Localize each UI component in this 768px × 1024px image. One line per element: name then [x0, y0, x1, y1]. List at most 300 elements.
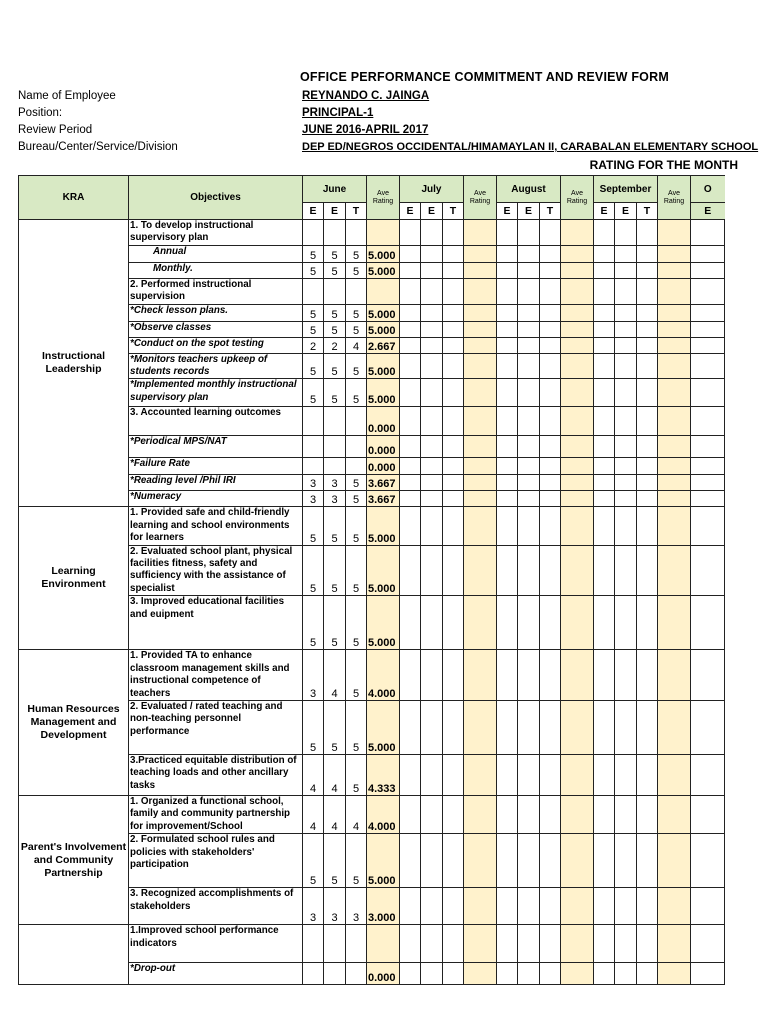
june-ave-rating-cell: 3.667	[367, 491, 400, 507]
ave-rating-cell	[561, 337, 594, 353]
rating-cell	[443, 353, 464, 379]
ave-rating-cell	[464, 491, 497, 507]
rating-cell	[594, 220, 615, 246]
rating-cell	[518, 545, 540, 596]
rating-cell	[443, 545, 464, 596]
june-ave-rating-cell: 5.000	[367, 700, 400, 754]
rating-cell	[691, 795, 725, 833]
ave-rating-cell	[658, 545, 691, 596]
objective-cell: *Drop-out	[129, 963, 303, 985]
rating-cell	[594, 321, 615, 337]
rating-cell	[594, 925, 615, 963]
sub-header-e: E	[691, 203, 725, 220]
sub-header-t: T	[540, 203, 561, 220]
rating-cell	[637, 650, 658, 701]
june-e-cell	[303, 925, 324, 963]
rating-cell	[497, 475, 518, 491]
rating-cell	[518, 353, 540, 379]
rating-cell	[637, 458, 658, 475]
june-t-cell	[346, 436, 367, 458]
rating-cell	[443, 650, 464, 701]
rating-cell	[421, 337, 443, 353]
rating-cell	[421, 220, 443, 246]
rating-cell	[637, 220, 658, 246]
ave-rating-cell	[464, 353, 497, 379]
rating-cell	[400, 436, 421, 458]
ave-rating-cell	[464, 754, 497, 795]
rating-cell	[497, 596, 518, 650]
rating-cell	[497, 304, 518, 321]
ave-rating-cell	[658, 458, 691, 475]
june-t-cell: 5	[346, 491, 367, 507]
kra-cell: Parent's Involvement and Community Partnership	[19, 795, 129, 924]
rating-cell	[594, 834, 615, 888]
objective-cell: *Reading level /Phil IRI	[129, 475, 303, 491]
month-august-header: August	[497, 176, 561, 203]
sub-header-e: E	[615, 203, 637, 220]
ave-rating-cell	[658, 700, 691, 754]
rating-cell	[518, 888, 540, 925]
ave-rating-cell	[658, 407, 691, 436]
june-e-cell: 5	[324, 596, 346, 650]
rating-cell	[400, 353, 421, 379]
rating-cell	[443, 337, 464, 353]
ave-rating-cell	[464, 834, 497, 888]
rating-cell	[421, 278, 443, 304]
rating-cell	[400, 596, 421, 650]
rating-cell	[637, 596, 658, 650]
june-ave-rating-cell: 5.000	[367, 834, 400, 888]
rating-cell	[443, 888, 464, 925]
sub-header-e: E	[400, 203, 421, 220]
objective-cell: 1. To develop instructional supervisory plan	[129, 220, 303, 246]
ave-rating-cell	[658, 795, 691, 833]
june-e-cell	[324, 278, 346, 304]
rating-cell	[691, 458, 725, 475]
ave-rating-cell	[561, 888, 594, 925]
rating-cell	[497, 337, 518, 353]
rating-cell	[400, 507, 421, 545]
june-e-cell: 2	[324, 337, 346, 353]
ave-rating-cell	[464, 475, 497, 491]
rating-cell	[540, 304, 561, 321]
rating-cell	[421, 963, 443, 985]
june-e-cell: 3	[324, 491, 346, 507]
rating-cell	[691, 888, 725, 925]
ave-rating-cell	[464, 596, 497, 650]
rating-cell	[637, 545, 658, 596]
june-t-cell: 4	[346, 337, 367, 353]
ave-rating-cell	[464, 245, 497, 262]
review-period-label: Review Period	[18, 124, 93, 136]
rating-cell	[443, 963, 464, 985]
ave-rating-cell	[561, 925, 594, 963]
june-e-cell: 5	[303, 596, 324, 650]
rating-cell	[691, 436, 725, 458]
june-ave-rating-cell	[367, 278, 400, 304]
ave-rating-cell	[561, 963, 594, 985]
rating-cell	[540, 754, 561, 795]
june-t-cell: 3	[346, 888, 367, 925]
june-e-cell: 4	[324, 754, 346, 795]
ave-rating-cell	[561, 262, 594, 278]
rating-cell	[691, 304, 725, 321]
rating-cell	[421, 507, 443, 545]
june-e-cell: 5	[303, 353, 324, 379]
june-t-cell	[346, 407, 367, 436]
month-september-header: September	[594, 176, 658, 203]
objective-cell: 1. Provided safe and child-friendly learning and school environments for learners	[129, 507, 303, 545]
ave-rating-cell	[561, 220, 594, 246]
rating-cell	[637, 475, 658, 491]
june-t-cell: 5	[346, 545, 367, 596]
rating-cell	[400, 458, 421, 475]
month-october-header: O	[691, 176, 725, 203]
ave-rating-cell	[464, 888, 497, 925]
rating-cell	[540, 545, 561, 596]
june-ave-rating-cell: 0.000	[367, 963, 400, 985]
rating-cell	[540, 262, 561, 278]
rating-cell	[594, 245, 615, 262]
june-e-cell: 5	[324, 834, 346, 888]
ave-rating-cell	[464, 407, 497, 436]
rating-cell	[637, 700, 658, 754]
objective-cell: 2. Evaluated school plant, physical facilities fitness, safety and sufficiency with the assistance of specialist	[129, 545, 303, 596]
rating-cell	[400, 925, 421, 963]
rating-cell	[540, 245, 561, 262]
rating-cell	[540, 458, 561, 475]
rating-cell	[518, 475, 540, 491]
objective-cell: *Observe classes	[129, 321, 303, 337]
june-e-cell: 5	[324, 262, 346, 278]
ave-rating-cell	[464, 795, 497, 833]
ave-rating-cell	[561, 407, 594, 436]
rating-cell	[615, 304, 637, 321]
ave-rating-cell	[658, 353, 691, 379]
rating-cell	[540, 650, 561, 701]
rating-cell	[400, 262, 421, 278]
rating-cell	[497, 220, 518, 246]
rating-cell	[518, 262, 540, 278]
ave-rating-cell	[658, 507, 691, 545]
rating-cell	[518, 337, 540, 353]
kra-cell: Instructional Leadership	[19, 220, 129, 507]
objective-cell: *Implemented monthly instructional supervisory plan	[129, 379, 303, 407]
june-t-cell	[346, 278, 367, 304]
rating-cell	[518, 507, 540, 545]
rating-cell	[594, 262, 615, 278]
rating-cell	[518, 963, 540, 985]
rating-cell	[691, 491, 725, 507]
june-ave-rating-cell	[367, 925, 400, 963]
objective-cell: *Failure Rate	[129, 458, 303, 475]
rating-cell	[443, 407, 464, 436]
rating-cell	[637, 262, 658, 278]
rating-cell	[594, 458, 615, 475]
ave-rating-cell	[464, 436, 497, 458]
june-e-cell: 3	[303, 888, 324, 925]
rating-cell	[594, 596, 615, 650]
june-ave-rating-cell: 4.000	[367, 650, 400, 701]
june-e-cell: 3	[324, 475, 346, 491]
ave-rating-cell	[658, 321, 691, 337]
june-t-cell: 5	[346, 379, 367, 407]
june-e-cell	[303, 278, 324, 304]
june-t-cell: 5	[346, 245, 367, 262]
rating-cell	[400, 491, 421, 507]
ave-rating-cell	[561, 650, 594, 701]
june-e-cell: 5	[303, 507, 324, 545]
ave-rating-cell	[658, 245, 691, 262]
rating-cell	[400, 245, 421, 262]
ave-rating-header: Ave Rating	[658, 176, 691, 220]
rating-cell	[594, 963, 615, 985]
ave-rating-cell	[658, 278, 691, 304]
rating-cell	[497, 491, 518, 507]
rating-cell	[421, 304, 443, 321]
ave-rating-cell	[658, 650, 691, 701]
rating-cell	[443, 262, 464, 278]
rating-cell	[615, 475, 637, 491]
rating-cell	[637, 925, 658, 963]
rating-cell	[497, 436, 518, 458]
sub-header-e: E	[421, 203, 443, 220]
table-row	[19, 650, 725, 701]
review-period-value: JUNE 2016-APRIL 2017	[302, 124, 429, 136]
june-ave-rating-cell: 3.000	[367, 888, 400, 925]
ave-rating-cell	[658, 888, 691, 925]
sub-header-e: E	[324, 203, 346, 220]
rating-cell	[540, 596, 561, 650]
kra-cell: Human Resources Management and Development	[19, 650, 129, 796]
june-e-cell: 3	[303, 475, 324, 491]
june-e-cell: 5	[303, 834, 324, 888]
ave-rating-cell	[561, 545, 594, 596]
ave-rating-cell	[464, 379, 497, 407]
ave-rating-cell	[561, 795, 594, 833]
objective-cell: Annual	[129, 245, 303, 262]
rating-cell	[518, 795, 540, 833]
rating-cell	[594, 650, 615, 701]
rating-cell	[497, 262, 518, 278]
rating-cell	[540, 407, 561, 436]
june-e-cell: 2	[303, 337, 324, 353]
objective-cell: 3. Recognized accomplishments of stakeholders	[129, 888, 303, 925]
table-row	[19, 925, 725, 963]
sub-header-e: E	[594, 203, 615, 220]
june-e-cell	[324, 220, 346, 246]
rating-cell	[400, 795, 421, 833]
ave-rating-cell	[561, 245, 594, 262]
rating-cell	[691, 925, 725, 963]
ave-rating-cell	[658, 491, 691, 507]
rating-cell	[518, 458, 540, 475]
ave-rating-cell	[658, 337, 691, 353]
june-e-cell: 5	[303, 545, 324, 596]
rating-cell	[443, 278, 464, 304]
ave-rating-cell	[464, 458, 497, 475]
sub-header-t: T	[637, 203, 658, 220]
rating-cell	[594, 700, 615, 754]
ave-rating-cell	[658, 436, 691, 458]
table-row	[19, 220, 725, 246]
rating-cell	[400, 379, 421, 407]
form-title: OFFICE PERFORMANCE COMMITMENT AND REVIEW FORM	[300, 70, 669, 84]
june-ave-rating-cell: 4.333	[367, 754, 400, 795]
objective-cell: 2. Formulated school rules and policies with stakeholders' participation	[129, 834, 303, 888]
ave-rating-cell	[464, 925, 497, 963]
ave-rating-header: Ave Rating	[464, 176, 497, 220]
rating-cell	[615, 262, 637, 278]
june-e-cell: 5	[303, 245, 324, 262]
rating-cell	[518, 700, 540, 754]
june-t-cell: 5	[346, 834, 367, 888]
ave-rating-cell	[561, 507, 594, 545]
rating-cell	[637, 507, 658, 545]
rating-cell	[540, 888, 561, 925]
rating-cell	[497, 795, 518, 833]
june-e-cell: 5	[324, 545, 346, 596]
rating-cell	[615, 379, 637, 407]
rating-for-month-heading: RATING FOR THE MONTH	[589, 158, 738, 172]
rating-cell	[691, 245, 725, 262]
rating-cell	[691, 507, 725, 545]
june-t-cell: 5	[346, 353, 367, 379]
kra-cell: Learning Environment	[19, 507, 129, 650]
rating-cell	[615, 458, 637, 475]
rating-cell	[615, 795, 637, 833]
rating-cell	[443, 321, 464, 337]
rating-cell	[540, 278, 561, 304]
rating-cell	[421, 795, 443, 833]
objective-cell: 1. Organized a functional school, family and community partnership for improvement/School	[129, 795, 303, 833]
rating-cell	[518, 436, 540, 458]
ave-rating-header: Ave Rating	[367, 176, 400, 220]
rating-cell	[691, 407, 725, 436]
rating-cell	[518, 491, 540, 507]
rating-cell	[421, 245, 443, 262]
rating-cell	[497, 379, 518, 407]
rating-cell	[518, 596, 540, 650]
rating-cell	[615, 596, 637, 650]
objective-cell: 1. Provided TA to enhance classroom management skills and instructional competence of teachers	[129, 650, 303, 701]
june-e-cell: 5	[303, 262, 324, 278]
rating-cell	[594, 491, 615, 507]
table-row	[19, 795, 725, 833]
rating-cell	[691, 475, 725, 491]
rating-cell	[540, 337, 561, 353]
june-e-cell	[324, 458, 346, 475]
objective-cell: *Numeracy	[129, 491, 303, 507]
june-e-cell: 5	[324, 507, 346, 545]
rating-cell	[691, 220, 725, 246]
june-t-cell: 5	[346, 262, 367, 278]
rating-cell	[443, 754, 464, 795]
objective-cell: 3.Practiced equitable distribution of teaching loads and other ancillary tasks	[129, 754, 303, 795]
rating-cell	[615, 925, 637, 963]
rating-cell	[400, 321, 421, 337]
rating-cell	[615, 834, 637, 888]
june-e-cell	[324, 407, 346, 436]
rating-cell	[594, 353, 615, 379]
rating-cell	[594, 545, 615, 596]
rating-cell	[540, 963, 561, 985]
ave-rating-cell	[658, 262, 691, 278]
rating-cell	[421, 353, 443, 379]
june-t-cell: 5	[346, 650, 367, 701]
rating-cell	[421, 700, 443, 754]
rating-cell	[594, 379, 615, 407]
rating-cell	[691, 262, 725, 278]
rating-cell	[400, 220, 421, 246]
june-ave-rating-cell: 5.000	[367, 245, 400, 262]
june-e-cell: 4	[324, 795, 346, 833]
june-ave-rating-cell: 2.667	[367, 337, 400, 353]
rating-cell	[637, 304, 658, 321]
rating-cell	[497, 321, 518, 337]
rating-cell	[691, 834, 725, 888]
ave-rating-cell	[561, 754, 594, 795]
rating-cell	[518, 407, 540, 436]
rating-cell	[443, 596, 464, 650]
rating-cell	[637, 491, 658, 507]
rating-cell	[540, 795, 561, 833]
rating-cell	[540, 475, 561, 491]
rating-cell	[400, 475, 421, 491]
sub-header-e: E	[303, 203, 324, 220]
ave-rating-cell	[464, 304, 497, 321]
position-value: PRINCIPAL-1	[302, 107, 374, 119]
rating-cell	[400, 407, 421, 436]
rating-cell	[443, 304, 464, 321]
rating-cell	[637, 888, 658, 925]
sub-header-e: E	[497, 203, 518, 220]
rating-cell	[400, 834, 421, 888]
rating-cell	[497, 963, 518, 985]
ave-rating-cell	[658, 925, 691, 963]
june-e-cell	[324, 963, 346, 985]
rating-cell	[421, 407, 443, 436]
ave-rating-cell	[561, 834, 594, 888]
june-e-cell: 5	[324, 353, 346, 379]
rating-cell	[615, 491, 637, 507]
rating-cell	[421, 475, 443, 491]
rating-cell	[421, 754, 443, 795]
rating-cell	[540, 491, 561, 507]
rating-cell	[594, 795, 615, 833]
ave-rating-cell	[464, 507, 497, 545]
kra-header: KRA	[19, 176, 129, 220]
bureau-value: DEP ED/NEGROS OCCIDENTAL/HIMAMAYLAN II, CARABALAN ELEMENTARY SCHOOL	[302, 141, 759, 153]
june-t-cell: 5	[346, 700, 367, 754]
month-july-header: July	[400, 176, 464, 203]
ave-rating-cell	[464, 700, 497, 754]
june-t-cell: 5	[346, 507, 367, 545]
rating-cell	[594, 888, 615, 925]
rating-cell	[421, 834, 443, 888]
ave-rating-cell	[561, 491, 594, 507]
objective-cell: 3. Accounted learning outcomes	[129, 407, 303, 436]
rating-cell	[594, 475, 615, 491]
objective-cell: Monthly.	[129, 262, 303, 278]
rating-cell	[421, 321, 443, 337]
sub-header-e: E	[518, 203, 540, 220]
ave-rating-cell	[561, 596, 594, 650]
objective-cell: *Conduct on the spot testing	[129, 337, 303, 353]
rating-cell	[615, 353, 637, 379]
rating-cell	[615, 545, 637, 596]
june-ave-rating-cell: 5.000	[367, 321, 400, 337]
